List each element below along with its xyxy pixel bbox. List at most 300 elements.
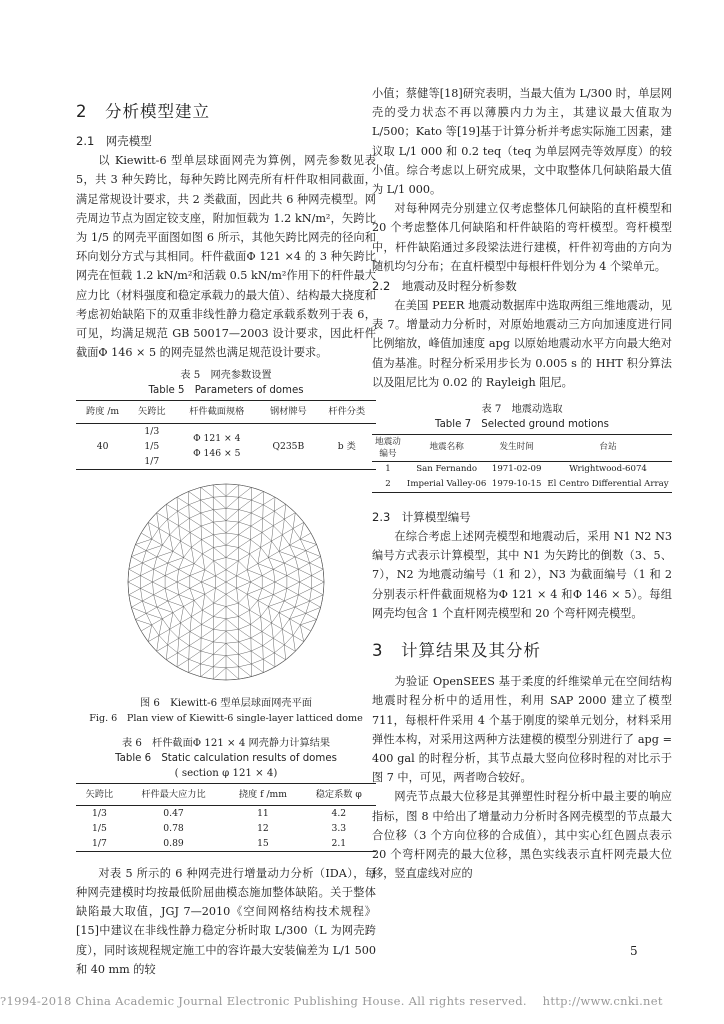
ring-member bbox=[251, 539, 261, 547]
ring-member bbox=[202, 569, 205, 581]
ring-member bbox=[165, 588, 168, 601]
diagonal-member bbox=[261, 616, 262, 631]
table6-header: 矢跨比 bbox=[76, 783, 123, 805]
diagonal-member bbox=[284, 645, 285, 660]
diagonal-member bbox=[273, 519, 284, 526]
diagonal-member bbox=[148, 522, 159, 528]
ring-member bbox=[213, 654, 226, 655]
diagonal-member bbox=[300, 582, 312, 588]
diagonal-member bbox=[214, 594, 226, 603]
diagonal-member bbox=[213, 522, 226, 533]
diagonal-member bbox=[177, 582, 190, 588]
ring-member bbox=[239, 547, 250, 553]
diagonal-member bbox=[268, 541, 271, 557]
diagonal-member bbox=[178, 638, 179, 653]
diagonal-member bbox=[282, 519, 284, 535]
radial-member bbox=[152, 539, 163, 545]
diagonal-member bbox=[258, 594, 274, 600]
radial-member bbox=[141, 533, 152, 539]
dome-members bbox=[128, 484, 324, 680]
left-column bbox=[76, 80, 376, 979]
diagonal-member bbox=[262, 518, 263, 532]
diagonal-member bbox=[202, 553, 204, 569]
ring-member bbox=[213, 533, 226, 535]
ring-member bbox=[170, 525, 179, 534]
table-row bbox=[76, 821, 376, 836]
table-row bbox=[372, 462, 672, 478]
ring-member bbox=[190, 563, 194, 575]
dome-plan-diagram bbox=[119, 480, 333, 684]
ring-member bbox=[178, 504, 189, 510]
diagonal-member bbox=[251, 532, 263, 539]
ring-member bbox=[263, 652, 274, 658]
diagonal-member bbox=[284, 557, 295, 563]
diagonal-member bbox=[226, 618, 239, 629]
diagonal-member bbox=[282, 629, 284, 645]
diagonal-member bbox=[239, 487, 252, 497]
diagonal-member bbox=[170, 534, 173, 551]
radial-member bbox=[279, 612, 290, 618]
diagonal-member bbox=[159, 528, 170, 534]
diagonal-member bbox=[226, 560, 238, 569]
diagonal-member bbox=[142, 594, 153, 600]
ring-member bbox=[263, 518, 273, 525]
diagonal-member bbox=[261, 541, 272, 547]
diagonal-member bbox=[226, 667, 239, 678]
diagonal-member bbox=[274, 504, 285, 511]
diagonal-member bbox=[250, 610, 251, 624]
diagonal-member bbox=[295, 550, 306, 556]
radial-member bbox=[258, 600, 269, 606]
ring-member bbox=[189, 659, 201, 664]
diagonal-member bbox=[168, 601, 184, 607]
diagonal-member bbox=[157, 601, 168, 607]
diagonal-member bbox=[261, 616, 272, 622]
table6-cell: 3.3 bbox=[331, 822, 347, 834]
diagonal-member bbox=[251, 491, 263, 500]
ring-member bbox=[152, 625, 159, 636]
ring-member bbox=[273, 569, 275, 582]
diagonal-member bbox=[287, 575, 300, 581]
diagonal-member bbox=[312, 582, 324, 588]
section-2-1-heading: 2.1 网壳模型 bbox=[76, 134, 152, 149]
ring-member bbox=[191, 616, 201, 624]
diagonal-member bbox=[213, 547, 226, 557]
diagonal-member bbox=[284, 645, 295, 651]
diagonal-member bbox=[189, 638, 201, 646]
ring-member bbox=[251, 616, 261, 624]
diagonal-member bbox=[239, 654, 252, 664]
diagonal-member bbox=[131, 550, 146, 556]
diagonal-member bbox=[128, 582, 140, 588]
page-number: 5 bbox=[630, 944, 638, 958]
radial-member bbox=[268, 551, 279, 557]
diagonal-member bbox=[263, 659, 275, 667]
ring-member bbox=[202, 610, 213, 616]
diagonal-member bbox=[298, 563, 309, 569]
paragraph-3-b: 网壳节点最大位移是其弹塑性时程分析中最主要的响应指标，图 8 中给出了增量动力分析时各网壳模型的节点最大合位移（3 个方向位移的合成值），其中实心红色圆点表示 20 个弯杆网壳的最大位移，黑色实线表示直杆网壳最大位移，竖直虚线对应的 bbox=[372, 790, 672, 881]
ring-member bbox=[194, 553, 202, 563]
diagonal-member bbox=[272, 623, 283, 629]
table5-title-en: Table 5 Parameters of domes bbox=[148, 385, 304, 397]
diagonal-member bbox=[250, 610, 261, 617]
ring-member bbox=[213, 520, 226, 521]
diagonal-member bbox=[263, 497, 275, 505]
diagonal-member bbox=[170, 623, 181, 629]
diagonal-member bbox=[226, 509, 239, 520]
diagonal-member bbox=[239, 616, 251, 624]
diagonal-member bbox=[202, 594, 204, 610]
diagonal-member bbox=[263, 511, 275, 518]
diagonal-member bbox=[168, 594, 179, 600]
diagonal-member bbox=[180, 606, 183, 622]
ring-member bbox=[251, 526, 262, 532]
ring-member bbox=[250, 600, 258, 610]
diagonal-member bbox=[275, 582, 287, 588]
diagonal-member bbox=[148, 635, 159, 641]
radial-member bbox=[290, 539, 301, 545]
ring-member bbox=[173, 612, 181, 622]
diagonal-member bbox=[168, 519, 179, 526]
ring-member bbox=[213, 666, 226, 667]
diagonal-member bbox=[213, 643, 226, 654]
ring-member bbox=[184, 547, 192, 557]
diagonal-member bbox=[177, 652, 178, 666]
ring-member bbox=[262, 623, 272, 632]
ring-member bbox=[162, 534, 169, 544]
ring-member bbox=[162, 618, 169, 628]
diagonal-member bbox=[189, 518, 201, 526]
ring-member bbox=[298, 569, 299, 582]
right-column bbox=[372, 84, 672, 884]
ring-member bbox=[239, 534, 251, 539]
ring-member bbox=[179, 557, 184, 569]
diagonal-member bbox=[189, 631, 190, 645]
ring-member bbox=[226, 557, 238, 560]
diagonal-member bbox=[179, 594, 195, 600]
diagonal-member bbox=[202, 539, 203, 553]
table5-ratio: 1/3 bbox=[144, 425, 160, 437]
ring-member bbox=[191, 539, 201, 547]
diagonal-member bbox=[293, 635, 295, 651]
diagonal-member bbox=[179, 525, 181, 540]
table5-header: 钢材牌号 bbox=[259, 401, 317, 423]
paragraph-2-2: 在美国 PEER 地震动数据库中选取两组三维地震动，见表 7。增量动力分析时，对原始地震动三方向加速度进行同比例缩放，峰值加速度 apg 以原始地震动水平方向最大绝对值为基准。时程分析采用步长为 0.005 s 的 HHT 积分算法以及阻尼比为 0.02 的 Rayleigh 阻尼。 bbox=[372, 299, 672, 389]
ring-member bbox=[239, 497, 252, 500]
diagonal-member bbox=[258, 600, 261, 616]
section-3-heading: 3 计算结果及其分析 bbox=[372, 641, 541, 661]
diagonal-member bbox=[159, 528, 162, 545]
table6-cell: 2.1 bbox=[302, 836, 376, 852]
ring-member bbox=[179, 518, 189, 525]
table6-cell: 0.78 bbox=[163, 822, 184, 834]
diagonal-member bbox=[190, 582, 202, 588]
diagonal-member bbox=[201, 642, 213, 651]
ring-member bbox=[189, 645, 201, 650]
diagonal-member bbox=[298, 588, 311, 594]
table7-cell: Imperial Valley-06 bbox=[404, 477, 489, 493]
ring-member bbox=[214, 557, 226, 560]
ring-member bbox=[293, 625, 300, 636]
diagonal-member bbox=[157, 645, 168, 651]
table6-cell: 0.89 bbox=[123, 836, 224, 852]
table7-header: 发生时间 bbox=[489, 435, 544, 462]
radial-member bbox=[205, 569, 216, 575]
table7-header: 台站 bbox=[544, 435, 672, 462]
ring-member bbox=[170, 629, 179, 638]
table5 bbox=[76, 400, 376, 469]
diagonal-member bbox=[189, 664, 201, 673]
diagonal-member bbox=[226, 655, 239, 666]
diagonal-member bbox=[131, 556, 142, 562]
diagonal-member bbox=[140, 588, 153, 594]
diagonal-member bbox=[239, 539, 251, 547]
diagonal-member bbox=[284, 504, 285, 519]
diagonal-member bbox=[226, 594, 238, 603]
diagonal-member bbox=[191, 600, 194, 616]
table6-cell: 12 bbox=[257, 822, 269, 834]
diagonal-member bbox=[251, 638, 263, 646]
diagonal-member bbox=[157, 635, 159, 651]
diagonal-member bbox=[284, 512, 295, 518]
diagonal-member bbox=[262, 631, 273, 638]
diagonal-member bbox=[239, 513, 251, 522]
diagonal-member bbox=[262, 525, 273, 532]
diagonal-member bbox=[213, 497, 226, 508]
table6-subtitle: ( section φ 121 × 4) bbox=[174, 767, 278, 779]
ring-member bbox=[215, 569, 226, 575]
diagonal-member bbox=[300, 522, 303, 539]
diagonal-member bbox=[258, 547, 261, 563]
section-2-heading: 2 分析模型建立 bbox=[76, 102, 210, 121]
ring-member bbox=[273, 525, 282, 534]
diagonal-member bbox=[168, 563, 179, 569]
diagonal-member bbox=[239, 629, 251, 638]
diagonal-member bbox=[226, 522, 239, 533]
diagonal-member bbox=[251, 651, 263, 659]
ring-member bbox=[177, 582, 179, 595]
diagonal-member bbox=[300, 575, 312, 581]
diagonal-member bbox=[295, 601, 310, 607]
diagonal-member bbox=[213, 655, 226, 666]
diagonal-member bbox=[262, 631, 263, 645]
diagonal-member bbox=[142, 557, 157, 563]
section-2-2-heading: 2.2 地震动及时程分析参数 bbox=[372, 279, 517, 294]
diagonal-member bbox=[146, 607, 157, 613]
diagonal-member bbox=[179, 525, 190, 532]
diagonal-member bbox=[202, 553, 213, 560]
diagonal-member bbox=[165, 588, 179, 594]
ring-member bbox=[239, 651, 251, 654]
diagonal-member bbox=[293, 635, 304, 641]
diagonal-member bbox=[306, 550, 321, 556]
table7-cell: San Fernando bbox=[416, 464, 478, 475]
diagonal-member bbox=[202, 582, 216, 588]
ring-member bbox=[250, 553, 258, 563]
diagonal-member bbox=[300, 625, 303, 642]
diagonal-member bbox=[129, 563, 143, 569]
table6-header: 挠度 f /mm bbox=[224, 783, 301, 805]
diagonal-member bbox=[190, 532, 191, 547]
diagonal-member bbox=[262, 582, 275, 588]
ring-member bbox=[153, 569, 154, 582]
ring-member bbox=[213, 508, 226, 509]
ring-member bbox=[263, 504, 274, 510]
diagonal-member bbox=[214, 588, 216, 603]
ring-member bbox=[306, 550, 310, 562]
diagonal-member bbox=[310, 594, 324, 600]
diagonal-member bbox=[287, 569, 298, 575]
diagonal-member bbox=[238, 603, 249, 610]
diagonal-member bbox=[190, 588, 205, 594]
ring-member bbox=[213, 629, 226, 631]
ring-member bbox=[284, 563, 287, 576]
diagonal-member bbox=[165, 582, 177, 588]
diagonal-member bbox=[177, 659, 189, 667]
diagonal-member bbox=[168, 638, 179, 645]
ring-member bbox=[159, 635, 168, 644]
ring-member bbox=[226, 616, 239, 618]
diagonal-member bbox=[201, 654, 214, 664]
ring-member bbox=[201, 497, 214, 500]
ring-member bbox=[168, 511, 178, 519]
diagonal-member bbox=[213, 606, 226, 616]
ring-member bbox=[189, 513, 201, 518]
diagonal-member bbox=[157, 512, 168, 518]
diagonal-member bbox=[201, 500, 214, 510]
ring-member bbox=[142, 550, 146, 562]
diagonal-member bbox=[239, 526, 251, 535]
diagonal-member bbox=[148, 625, 151, 642]
diagonal-member bbox=[191, 547, 194, 563]
ring-member bbox=[226, 496, 239, 497]
ring-member bbox=[226, 545, 239, 547]
diagonal-member bbox=[213, 534, 226, 545]
paragraph-continued: 小值；蔡健等[18]研究表明，当最大值为 L/300 时，单层网壳的受力状态不再以薄膜内力为主，其建议最大值取为 L/500；Kato 等[19]基于计算分析并考虑实际施工因素，建议取 L/1 000 和 0.2 teq（teq 为单层网壳等效厚度）的较小值。综合考虑以上研究成果，文中取整体几何缺陷最大值为 L/1 000。 bbox=[372, 87, 672, 197]
ring-member bbox=[178, 652, 189, 658]
ring-member bbox=[239, 509, 251, 512]
ring-member bbox=[201, 638, 213, 642]
ring-member bbox=[295, 557, 298, 569]
ring-member bbox=[226, 569, 237, 575]
ring-member bbox=[239, 624, 251, 629]
diagonal-member bbox=[306, 607, 321, 613]
ring-member bbox=[179, 594, 184, 606]
diagonal-member bbox=[154, 569, 165, 575]
ring-member bbox=[142, 601, 146, 613]
diagonal-member bbox=[287, 582, 300, 588]
table5-header: 矢跨比 bbox=[129, 401, 174, 423]
ring-member bbox=[226, 588, 237, 594]
table6-cell: 4.2 bbox=[331, 807, 347, 819]
diagonal-member bbox=[202, 603, 213, 610]
table5-header: 杆件截面规格 bbox=[174, 401, 259, 423]
radial-member bbox=[173, 606, 184, 612]
diagonal-member bbox=[129, 594, 143, 600]
diagonal-member bbox=[166, 645, 167, 660]
ring-member bbox=[215, 588, 226, 594]
diagonal-member bbox=[142, 563, 153, 569]
ring-member bbox=[284, 519, 293, 528]
table5-ratio: 1/5 bbox=[144, 440, 160, 452]
diagonal-member bbox=[272, 534, 283, 540]
table-row bbox=[372, 477, 672, 493]
table5-steel: Q235B bbox=[259, 423, 317, 469]
diagonal-member bbox=[179, 631, 190, 638]
diagonal-member bbox=[273, 511, 274, 526]
table6-cell: 1/7 bbox=[76, 836, 123, 852]
ring-member bbox=[202, 547, 213, 553]
radial-member bbox=[300, 625, 311, 631]
table6-cell: 11 bbox=[257, 807, 269, 819]
diagonal-member bbox=[154, 594, 168, 600]
diagonal-member bbox=[180, 541, 183, 557]
table7-cell: 1979-10-15 bbox=[489, 477, 544, 493]
diagonal-member bbox=[166, 652, 177, 659]
diagonal-member bbox=[251, 624, 263, 631]
copyright-footer: ?1994-2018 China Academic Journal Electronic Publishing House. All rights reserved. http://www.cnki.net bbox=[0, 994, 663, 1008]
diagonal-member bbox=[239, 642, 251, 651]
radial-member bbox=[237, 588, 248, 594]
ring-member bbox=[295, 594, 298, 606]
table6 bbox=[76, 783, 376, 852]
diagonal-member bbox=[146, 550, 157, 556]
diagonal-member bbox=[159, 618, 162, 635]
radial-member bbox=[279, 545, 290, 551]
ring-member bbox=[202, 624, 214, 629]
ring-member bbox=[247, 582, 250, 594]
table6-header: 稳定系数 φ bbox=[302, 783, 376, 805]
table7-cell: 2 bbox=[372, 477, 404, 493]
diagonal-member bbox=[135, 544, 146, 550]
table6-cell: 1/5 bbox=[92, 822, 107, 834]
diagonal-member bbox=[129, 569, 141, 575]
diagonal-member bbox=[142, 601, 157, 607]
diagonal-member bbox=[168, 629, 170, 645]
ring-member bbox=[226, 642, 239, 643]
diagonal-member bbox=[312, 588, 324, 594]
diagonal-member bbox=[201, 666, 214, 676]
diagonal-member bbox=[275, 575, 287, 581]
ring-member bbox=[258, 563, 262, 575]
section-2-3-heading: 2.3 计算模型编号 bbox=[372, 510, 471, 525]
diagonal-member bbox=[214, 560, 216, 575]
ring-member bbox=[239, 522, 251, 526]
radial-member bbox=[290, 618, 301, 624]
ring-member bbox=[261, 547, 269, 557]
ring-member bbox=[180, 623, 190, 632]
ring-member bbox=[226, 666, 239, 667]
diagonal-member bbox=[226, 631, 239, 642]
diagonal-member bbox=[298, 569, 311, 575]
diagonal-member bbox=[268, 601, 284, 607]
diagonal-member bbox=[177, 575, 190, 581]
ring-member bbox=[273, 629, 282, 638]
table5-section: Φ 121 × 4 bbox=[193, 433, 241, 445]
diagonal-member bbox=[237, 582, 251, 588]
ring-member bbox=[226, 520, 239, 521]
radial-member bbox=[226, 576, 237, 582]
fig6-caption-cn: 图 6 Kiewitt-6 型单层球面网壳平面 bbox=[139, 697, 312, 709]
ring-member bbox=[263, 638, 273, 645]
table7-header: 地震名称 bbox=[404, 435, 489, 462]
diagonal-member bbox=[272, 623, 274, 638]
ring-member bbox=[274, 645, 284, 653]
ring-member bbox=[201, 664, 214, 667]
table5-header: 跨度 /m bbox=[76, 401, 129, 423]
table7-header: 地震动编号 bbox=[372, 435, 404, 462]
ring-member bbox=[251, 645, 263, 650]
